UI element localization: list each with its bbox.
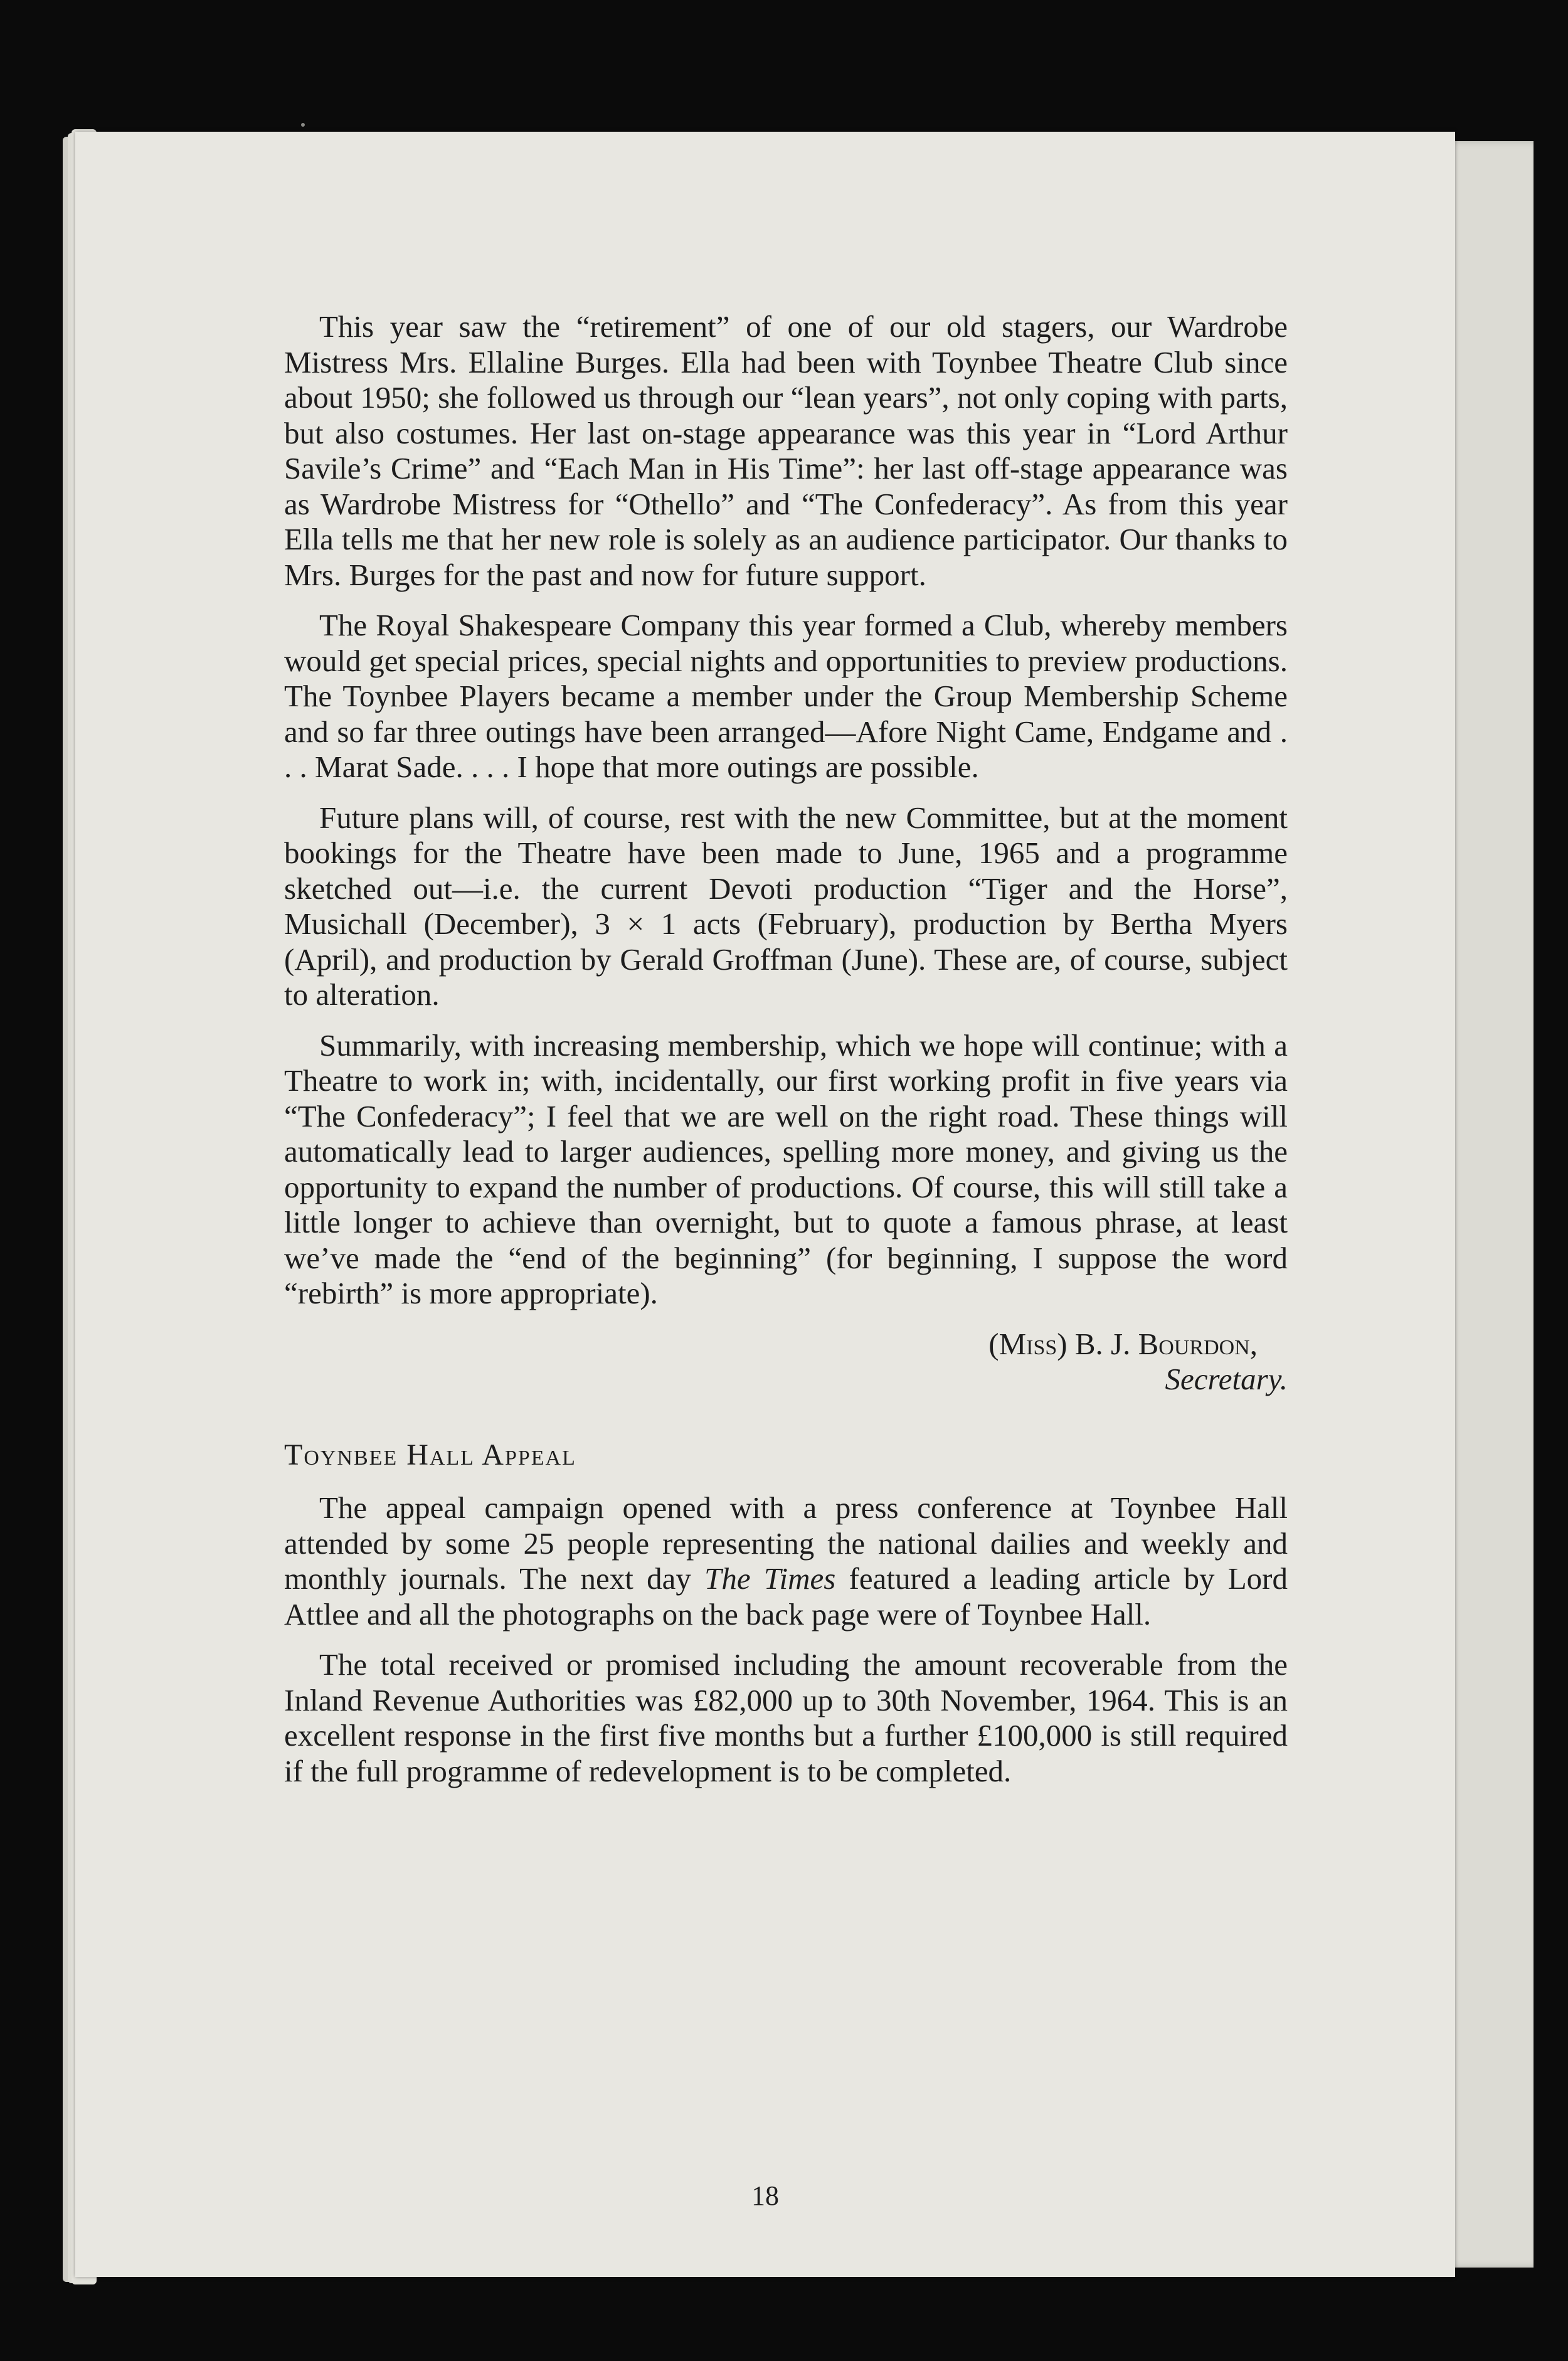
signature-name: (Miss) B. J. Bourdon,	[988, 1326, 1258, 1361]
page-content	[284, 309, 1288, 1804]
section-heading-appeal: Toynbee Hall Appeal	[284, 1438, 576, 1472]
document-page	[75, 132, 1455, 2277]
next-page-edge	[1446, 141, 1534, 2268]
signature-block	[284, 1327, 1288, 1398]
signature-title: Secretary.	[1165, 1362, 1288, 1396]
newspaper-title: The Times	[704, 1561, 836, 1596]
paragraph-summary: Summarily, with increasing membership, which we hope will continue; with a Theatre to work in; with, incidentally, our first working profit in five years via “The Confederacy”; I feel that we are well on the right road. These things will automatically lead to larger audiences, spelling more money, and giving us the opportunity to expand the number of productions. Of course, this will still take a little longer to achieve than overnight, but to quote a famous phrase, at least we’ve made the “end of the beginning” (for beginning, I suppose the word “rebirth” is more appropriate).	[284, 1027, 1288, 1310]
paragraph-retirement: This year saw the “retirement” of one of our old stagers, our Wardrobe Mistress Mrs. Ellaline Burges. Ella had been with Toynbee Theatre Club since about 1950; she followed us through our “lean years”, not only coping with parts, but also costumes. Her last on-stage appearance was this year in “Lord Arthur Savile’s Crime” and “Each Man in His Time”: her last off-stage appearance was as Wardrobe Mistress for “Othello” and “The Confederacy”. As from this year Ella tells me that her new role is solely as an audience participator. Our thanks to Mrs. Burges for the past and now for future support.	[284, 309, 1288, 592]
page-number: 18	[751, 2180, 779, 2211]
paragraph-future-plans: Future plans will, of course, rest with the new Committee, but at the moment bookings for the Theatre have been made to June, 1965 and a programme sketched out—i.e. the current Devoti production “Tiger and the Horse”, Musichall (December), 3 × 1 acts (February), production by Bertha Myers (April), and production by Gerald Groffman (June). These are, of course, subject to alteration.	[284, 800, 1288, 1012]
speck	[301, 123, 305, 127]
appeal-text-part: featured a leading article by Lord Attlee and all the photographs on the back page were of Toynbee Hall.	[284, 1561, 1288, 1631]
paragraph-appeal-campaign	[284, 1490, 1288, 1632]
appeal-text-part: The appeal campaign opened with a press conference at Toynbee Hall attended by some 25 people representing the national dailies and weekly and monthly journals. The next day	[284, 1490, 1288, 1596]
paragraph-rsc-club: The Royal Shakespeare Company this year formed a Club, whereby members would get special prices, special nights and opportunities to preview productions. The Toynbee Players became a member under the Group Membership Scheme and so far three outings have been arranged—Afore Night Came, Endgame and . . . Marat Sade. . . . I hope that more outings are possible.	[284, 608, 1288, 784]
paragraph-appeal-total: The total received or promised including the amount recoverable from the Inland Revenue Authorities was £82,000 up to 30th November, 1964. This is an excellent response in the first five months but a further £100,000 is still required if the full programme of redevelopment is to be completed.	[284, 1647, 1288, 1788]
